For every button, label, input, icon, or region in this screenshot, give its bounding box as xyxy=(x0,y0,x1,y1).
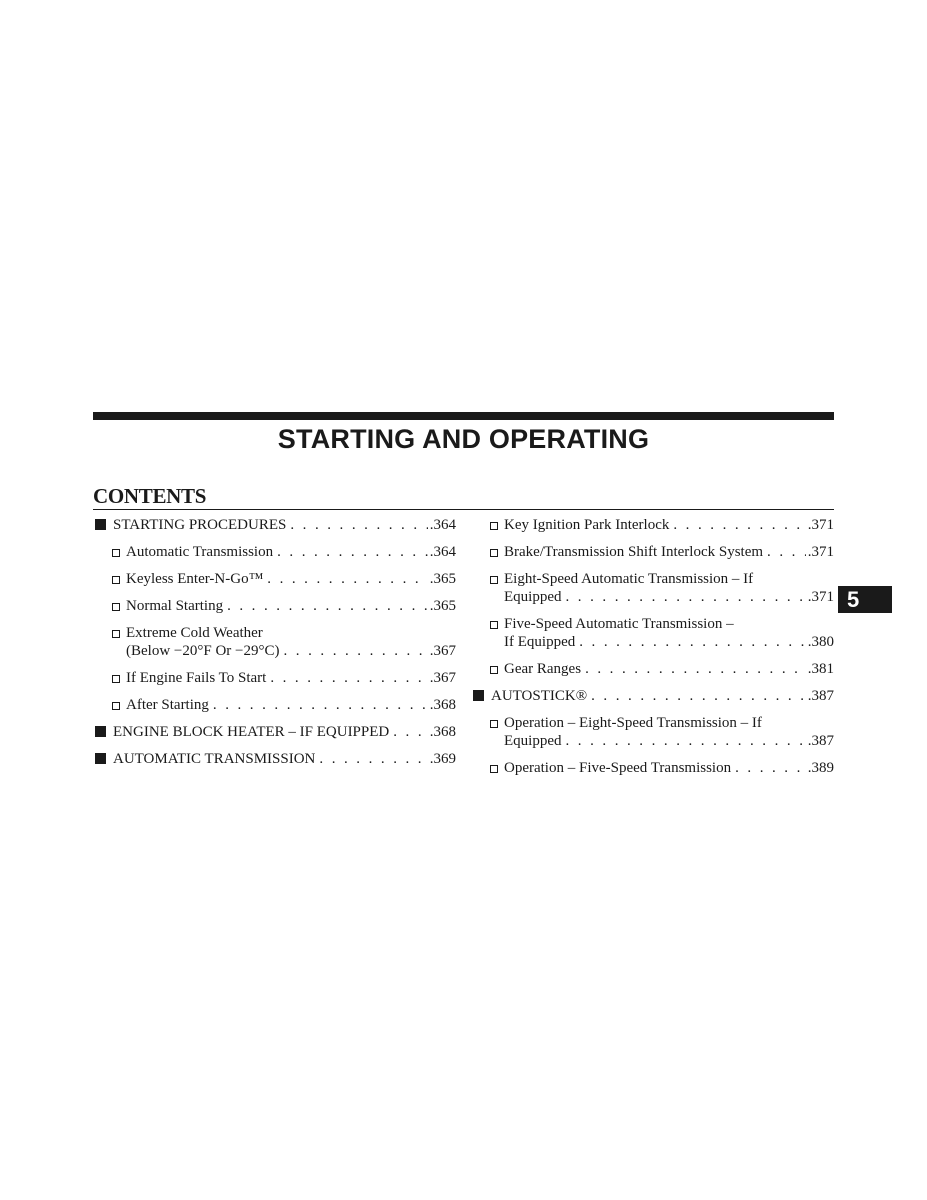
toc-entry[interactable] xyxy=(471,516,834,534)
toc-entry-label: Operation – Five-Speed Transmission xyxy=(504,760,732,776)
dot-leader xyxy=(284,642,428,660)
toc-entry[interactable] xyxy=(93,570,456,588)
toc-entry-label: If Equipped xyxy=(504,634,576,650)
hollow-square-bullet-icon xyxy=(490,522,498,530)
hollow-square-bullet-icon xyxy=(490,621,498,629)
toc-entry[interactable] xyxy=(93,696,456,714)
toc-page-number: .387 xyxy=(807,733,834,749)
toc-entry-label: Eight-Speed Automatic Transmission – If xyxy=(504,571,754,587)
toc-entry[interactable] xyxy=(93,543,456,561)
toc-left-column xyxy=(93,516,456,777)
toc-page-number: .365 xyxy=(429,598,456,614)
dot-leader xyxy=(591,687,806,705)
toc-entry-label: Keyless Enter-N-Go™ xyxy=(126,571,264,587)
filled-square-bullet-icon xyxy=(95,753,106,764)
toc-entry-label: Operation – Eight-Speed Transmission – If xyxy=(504,715,762,731)
filled-square-bullet-icon xyxy=(95,519,106,530)
toc-entry[interactable] xyxy=(93,624,456,660)
toc-page-number: .387 xyxy=(807,688,834,704)
toc-entry-label: Equipped xyxy=(504,589,562,605)
chapter-title: STARTING AND OPERATING xyxy=(277,424,650,454)
toc-entry-label: After Starting xyxy=(126,697,209,713)
toc-entry[interactable] xyxy=(93,669,456,687)
dot-leader xyxy=(270,669,427,687)
hollow-square-bullet-icon xyxy=(490,666,498,674)
chapter-tab: 5 xyxy=(838,586,892,613)
toc-page-number: .380 xyxy=(807,634,834,650)
toc-page-number: .368 xyxy=(429,724,456,740)
hollow-square-bullet-icon xyxy=(112,603,120,611)
toc-entry[interactable] xyxy=(471,759,834,777)
dot-leader xyxy=(213,696,428,714)
toc-entry[interactable] xyxy=(93,516,456,534)
hollow-square-bullet-icon xyxy=(112,630,120,638)
dot-leader xyxy=(227,597,428,615)
toc-page-number: .389 xyxy=(807,760,834,776)
toc-entry[interactable] xyxy=(471,687,834,705)
toc-entry-label: AUTOMATIC TRANSMISSION xyxy=(113,751,316,767)
toc-entry-label: Key Ignition Park Interlock xyxy=(504,517,670,533)
dot-leader xyxy=(277,543,428,561)
hollow-square-bullet-icon xyxy=(112,549,120,557)
filled-square-bullet-icon xyxy=(95,726,106,737)
toc-entry-label: STARTING PROCEDURES xyxy=(113,517,287,533)
dot-leader xyxy=(585,660,806,678)
toc-page-number: .368 xyxy=(429,697,456,713)
toc-entry[interactable] xyxy=(471,570,834,606)
toc-entry-label: If Engine Fails To Start xyxy=(126,670,267,686)
toc-entry-label: Automatic Transmission xyxy=(126,544,274,560)
chapter-top-rule xyxy=(93,412,834,420)
toc-page-number: .367 xyxy=(429,670,456,686)
hollow-square-bullet-icon xyxy=(490,576,498,584)
dot-leader xyxy=(767,543,806,561)
contents-rule xyxy=(93,509,834,510)
dot-leader xyxy=(267,570,427,588)
dot-leader xyxy=(290,516,427,534)
toc-page-number: .364 xyxy=(429,544,456,560)
toc-entry-label: Gear Ranges xyxy=(504,661,582,677)
toc-page-number: .365 xyxy=(429,571,456,587)
toc-entry-label: ENGINE BLOCK HEATER – IF EQUIPPED xyxy=(113,724,390,740)
dot-leader xyxy=(579,633,806,651)
toc-entry-label: Equipped xyxy=(504,733,562,749)
toc-right-column xyxy=(471,516,834,786)
toc-entry[interactable] xyxy=(471,543,834,561)
toc-entry[interactable] xyxy=(471,615,834,651)
toc-entry[interactable] xyxy=(471,714,834,750)
hollow-square-bullet-icon xyxy=(490,549,498,557)
toc-entry-label: Normal Starting xyxy=(126,598,224,614)
toc-entry[interactable] xyxy=(471,660,834,678)
toc-entry-label: (Below −20°F Or −29°C) xyxy=(126,643,280,659)
toc-page-number: .369 xyxy=(429,751,456,767)
dot-leader xyxy=(319,750,427,768)
dot-leader xyxy=(393,723,428,741)
toc-page-number: .367 xyxy=(429,643,456,659)
hollow-square-bullet-icon xyxy=(490,720,498,728)
toc-page-number: .371 xyxy=(807,517,834,533)
toc-page-number: .381 xyxy=(807,661,834,677)
toc-entry[interactable] xyxy=(93,750,456,768)
toc-page-number: .364 xyxy=(429,517,456,533)
toc-entry-label: AUTOSTICK® xyxy=(491,688,588,704)
hollow-square-bullet-icon xyxy=(112,702,120,710)
dot-leader xyxy=(566,732,806,750)
toc-page-number: .371 xyxy=(807,544,834,560)
toc-entry[interactable] xyxy=(93,723,456,741)
hollow-square-bullet-icon xyxy=(112,576,120,584)
dot-leader xyxy=(566,588,806,606)
toc-entry[interactable] xyxy=(93,597,456,615)
hollow-square-bullet-icon xyxy=(112,675,120,683)
toc-entry-label: Five-Speed Automatic Transmission – xyxy=(504,616,734,632)
dot-leader xyxy=(673,516,805,534)
toc-page-number: .371 xyxy=(807,589,834,605)
hollow-square-bullet-icon xyxy=(490,765,498,773)
filled-square-bullet-icon xyxy=(473,690,484,701)
toc-entry-label: Extreme Cold Weather xyxy=(126,625,263,641)
dot-leader xyxy=(735,759,806,777)
contents-heading: CONTENTS xyxy=(93,484,207,508)
toc-entry-label: Brake/Transmission Shift Interlock System xyxy=(504,544,764,560)
